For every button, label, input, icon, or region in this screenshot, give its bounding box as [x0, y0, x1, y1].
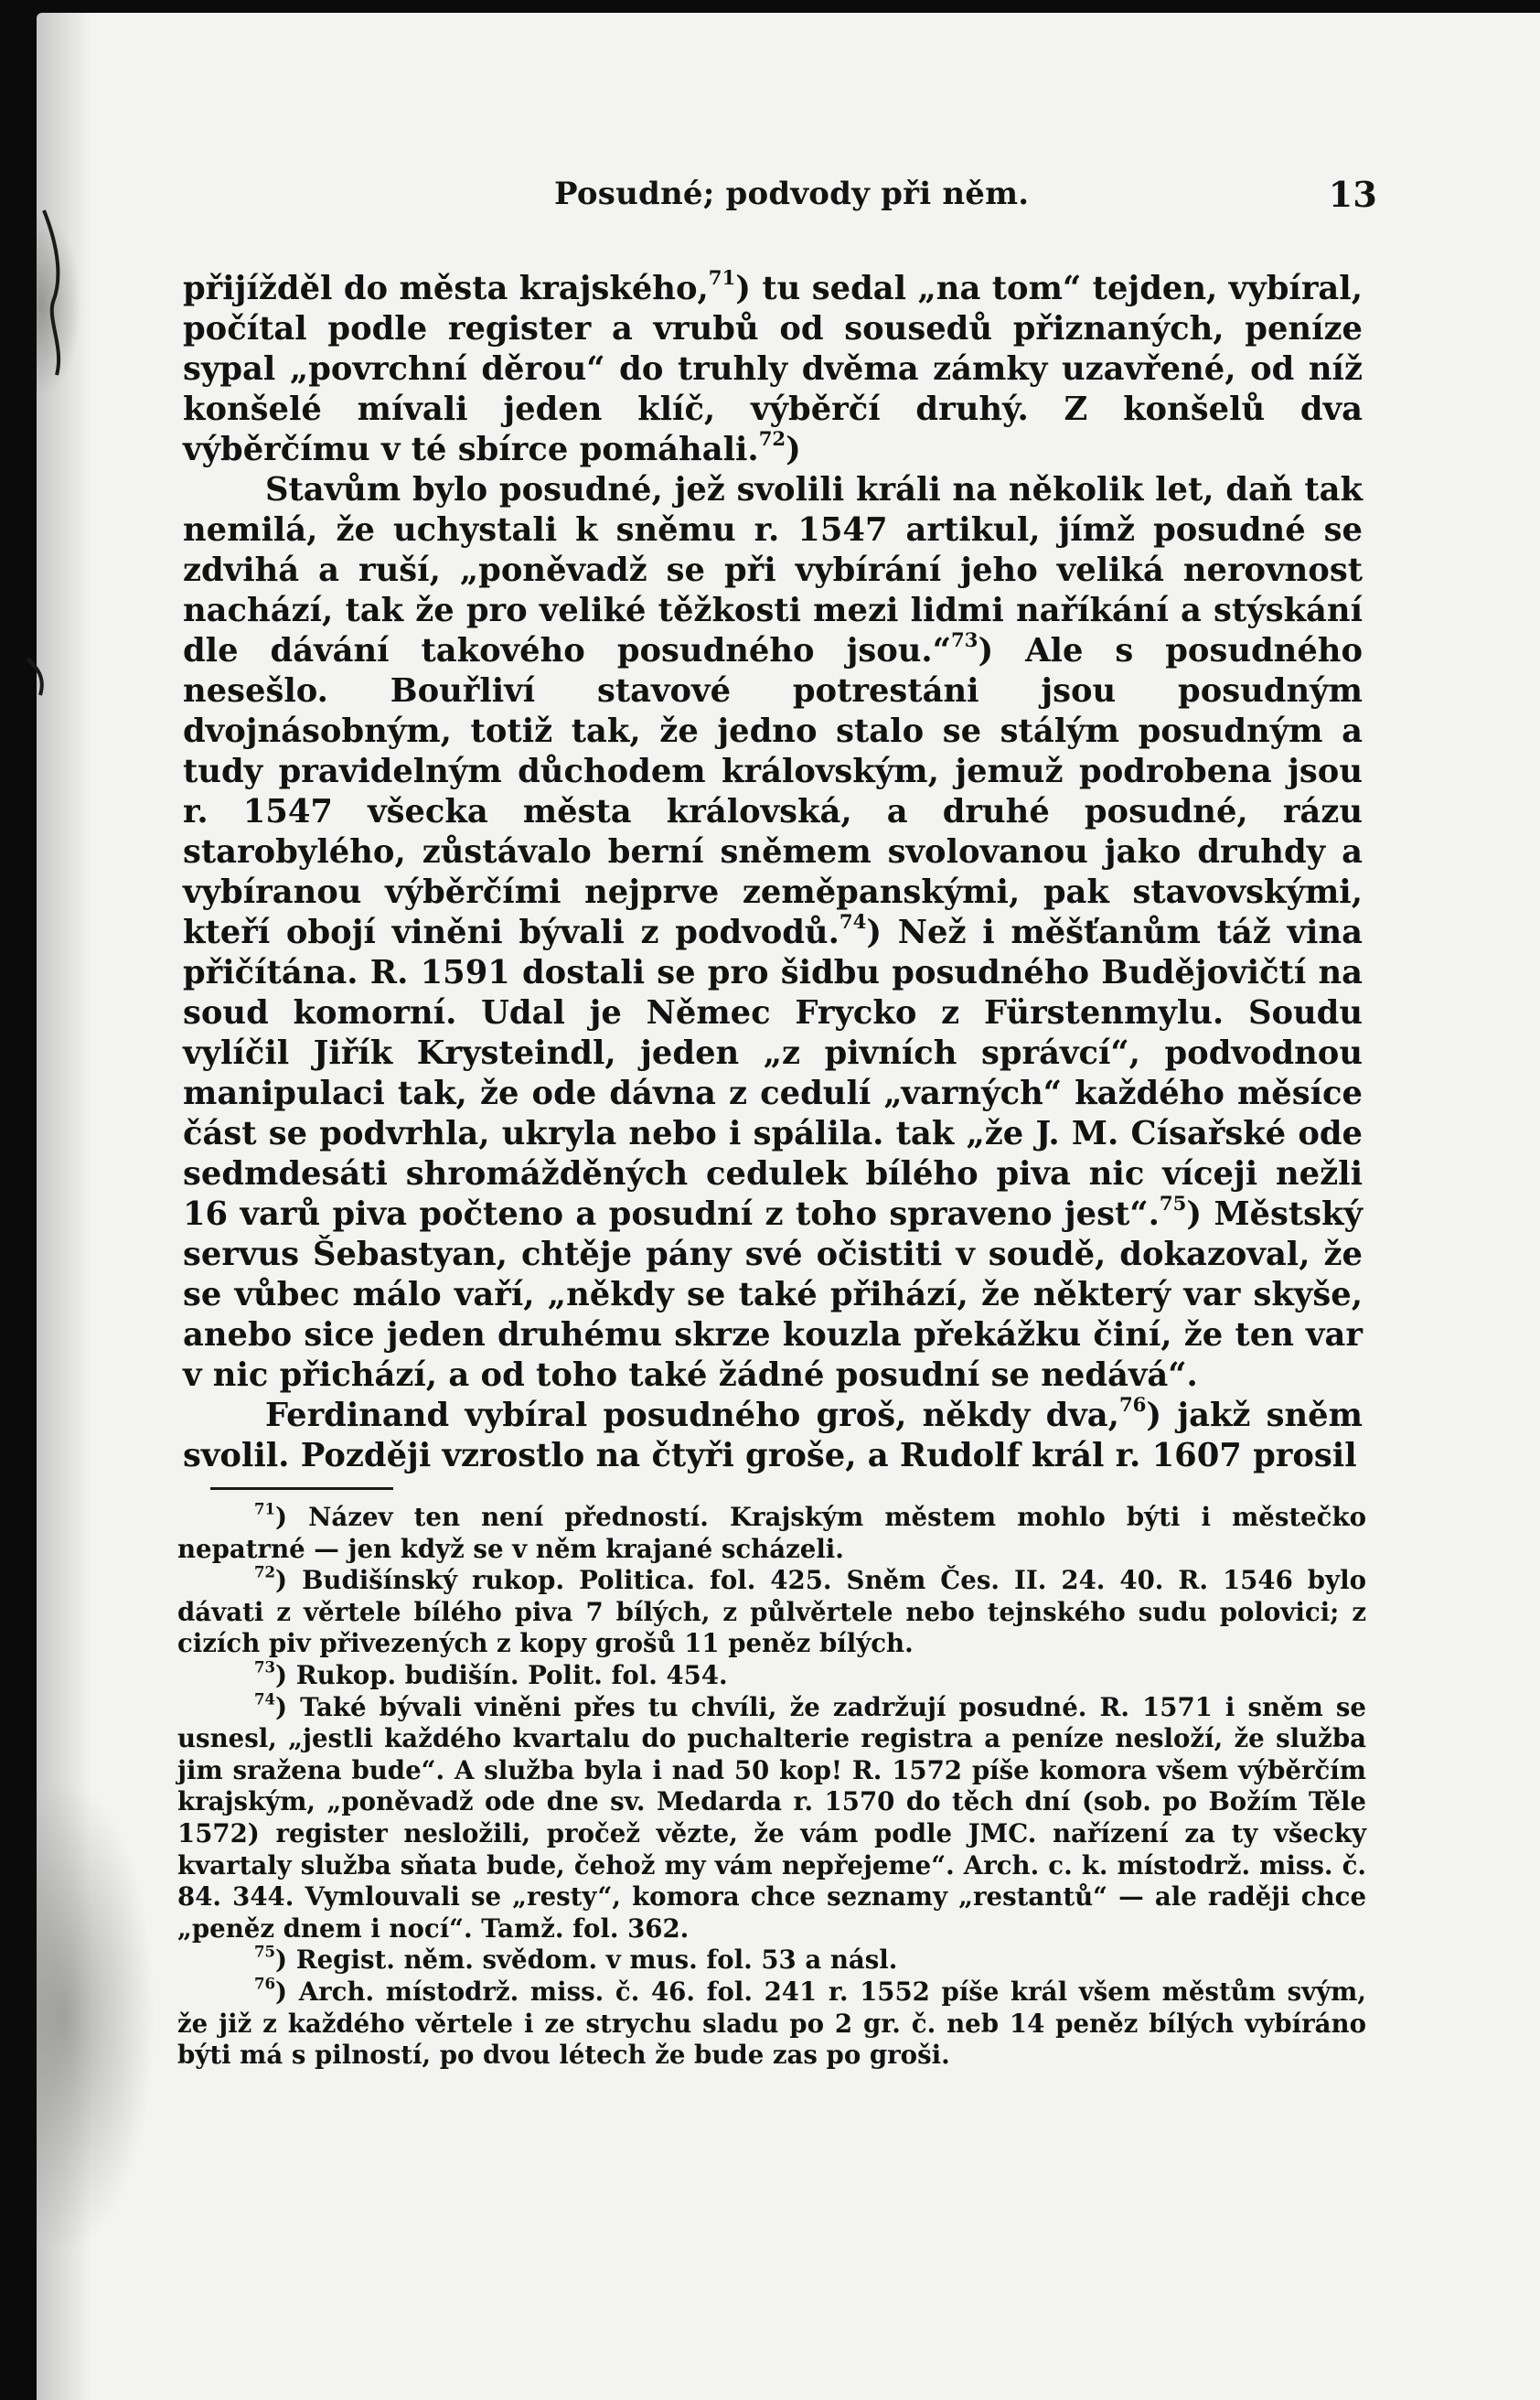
paragraph-1: přijížděl do města krajského,$^{71}$) tu sedal „na tom“ tejden, vybíral, počítal podle register a vrubů od sousedů přiznaných, peníze sypal „povrchní děrou“ do truhly dvěma zámky uzavřené, od níž konšelé mívali jeden klíč, výběrčí druhý. Z konšelů dva výběrčímu v té sbírce pomáhali.$^{72}$): [183, 266, 1363, 468]
binding-edge: [0, 0, 73, 2400]
footnotes: [177, 1499, 1366, 2072]
running-head-title: Posudné; podvody při něm.: [554, 176, 1030, 212]
footnote-ref: 76: [1118, 1393, 1147, 1417]
running-header: [554, 174, 1377, 225]
footnote-mark: 74: [254, 1689, 276, 1709]
paragraph-3: Ferdinand vybíral posudného groš, někdy dva,$^{76}$) jakž sněm svolil. Později vzrostlo na čtyři groše, a Rudolf král r. 1607 prosil: [183, 1393, 1363, 1474]
footnote-mark: 76: [254, 1974, 276, 1993]
footnote-ref: 72: [758, 427, 786, 451]
footnote-mark: 75: [254, 1942, 276, 1961]
footnote: $^{71}$) Název ten není předností. Krajským městem mohlo býti i městečko nepatrné — jen když se v něm krajané scházeli.: [177, 1499, 1366, 1564]
footnote-separator: [210, 1487, 393, 1490]
footnote: $^{73}$) Rukop. budišín. Polit. fol. 454.: [254, 1657, 728, 1690]
footnote-mark: 71: [254, 1499, 276, 1518]
binding-thread-mark: [27, 659, 42, 695]
binding-thread-mark: [44, 210, 59, 375]
footnote-mark: 72: [254, 1562, 276, 1581]
book-page: [37, 13, 1540, 2400]
main-text: [183, 266, 1364, 1476]
footnote: $^{76}$) Arch. místodrž. miss. č. 46. fol. 241 r. 1552 píše král všem městům svým, že již z každého věrtele i ze strychu sladu po 2 gr. č. neb 14 peněz bílých vybíráno býti má s pilností, po dvou létech že bude zas po groši.: [177, 1974, 1366, 2071]
page-number: 13: [1328, 174, 1377, 215]
footnote: $^{74}$) Také bývali viněni přes tu chvíli, že zadržují posudné. R. 1571 i sněm se usnesl, „jestli každého kvartalu do puchalterie registra a peníze nesloží, že služba jim sražena bude“. A služba byla i nad 50 kop! R. 1572 píše komora všem výběrčím krajským, „poněvadž ode dne sv. Medarda r. 1570 do těch dní (sob. po Božím Těle 1572) register nesložili, pročež vězte, že vám podle JMC. nařízení za ty všecky kvartaly služba sňata bude, čehož my vám nepřejeme“. Arch. c. k. místodrž. miss. č. 84. 344. Vymlouvali se „resty“, komora chce seznamy „restantů“ — ale raději chce „peněz dnem i nocí“. Tamž. fol. 362.: [177, 1689, 1366, 1944]
footnote-ref: 73: [951, 628, 979, 652]
footnote: $^{72}$) Budišínský rukop. Politica. fol. 425. Sněm Čes. II. 24. 40. R. 1546 bylo dávati z věrtele bílého piva 7 bílých, z půlvěrtele nebo tejnského sudu polovici; z cizích piv přivezených z kopy grošů 11 peněz bílých.: [177, 1562, 1366, 1659]
footnote-ref: 75: [1159, 1192, 1187, 1216]
footnote-ref: 74: [839, 910, 867, 934]
footnote: $^{75}$) Regist. něm. svědom. v mus. fol. 53 a násl.: [254, 1942, 898, 1976]
paragraph-2: Stavům bylo posudné, jež svolili králi na několik let, daň tak nemilá, že uchystali k sněmu r. 1547 artikul, jímž posudné se zdvihá a ruší, „poněvadž se při vybírání jeho veliká nerovnost nachází, tak že pro veliké těžkosti mezi lidmi naříkání a stýskání dle dávání takového posudného jsou.“$^{73}$) Ale s posudného nesešlo. Bouřliví stavové potrestáni jsou posudným dvojnásobným, totiž tak, že jedno stalo se stálým posudným a tudy pravidelným důchodem královským, jemuž podrobena jsou r. 1547 všecka města královská, a druhé posudné, rázu starobylého, zůstávalo berní sněmem svolovanou jako druhdy a vybíranou výběrčími nejprve zeměpanskými, pak stavovskými, kteří obojí viněni bývali z podvodů.$^{74}$) Než i měšťanům táž vina přičítána. R. 1591 dostali se pro šidbu posudného Budějovičtí na soud komorní. Udal je Němec Frycko z Fürstenmylu. Soudu vylíčil Jiřík Krysteindl, jeden „z pivních správcí“, podvodnou manipulaci tak, že ode dávna z cedulí „varných“ každého měsíce část se podvrhla, ukryla nebo i spálila. tak „že J. M. Císařské ode sedmdesáti shromážděných cedulek bílého piva nic víceji nežli 16 varů piva počteno a posudní z toho spraveno jest“.$^{75}$) Městský servus Šebastyan, chtěje pány své očistiti v soudě, dokazoval, že se vůbec málo vaří, „někdy se také přihází, že některý var skyše, anebo sice jeden druhému skrze kouzla překážku činí, že ten var v nic přichází, a od toho také žádné posudní se nedává“.: [183, 471, 1364, 1394]
footnote-mark: 73: [254, 1657, 276, 1677]
footnote-ref: 71: [708, 266, 736, 290]
